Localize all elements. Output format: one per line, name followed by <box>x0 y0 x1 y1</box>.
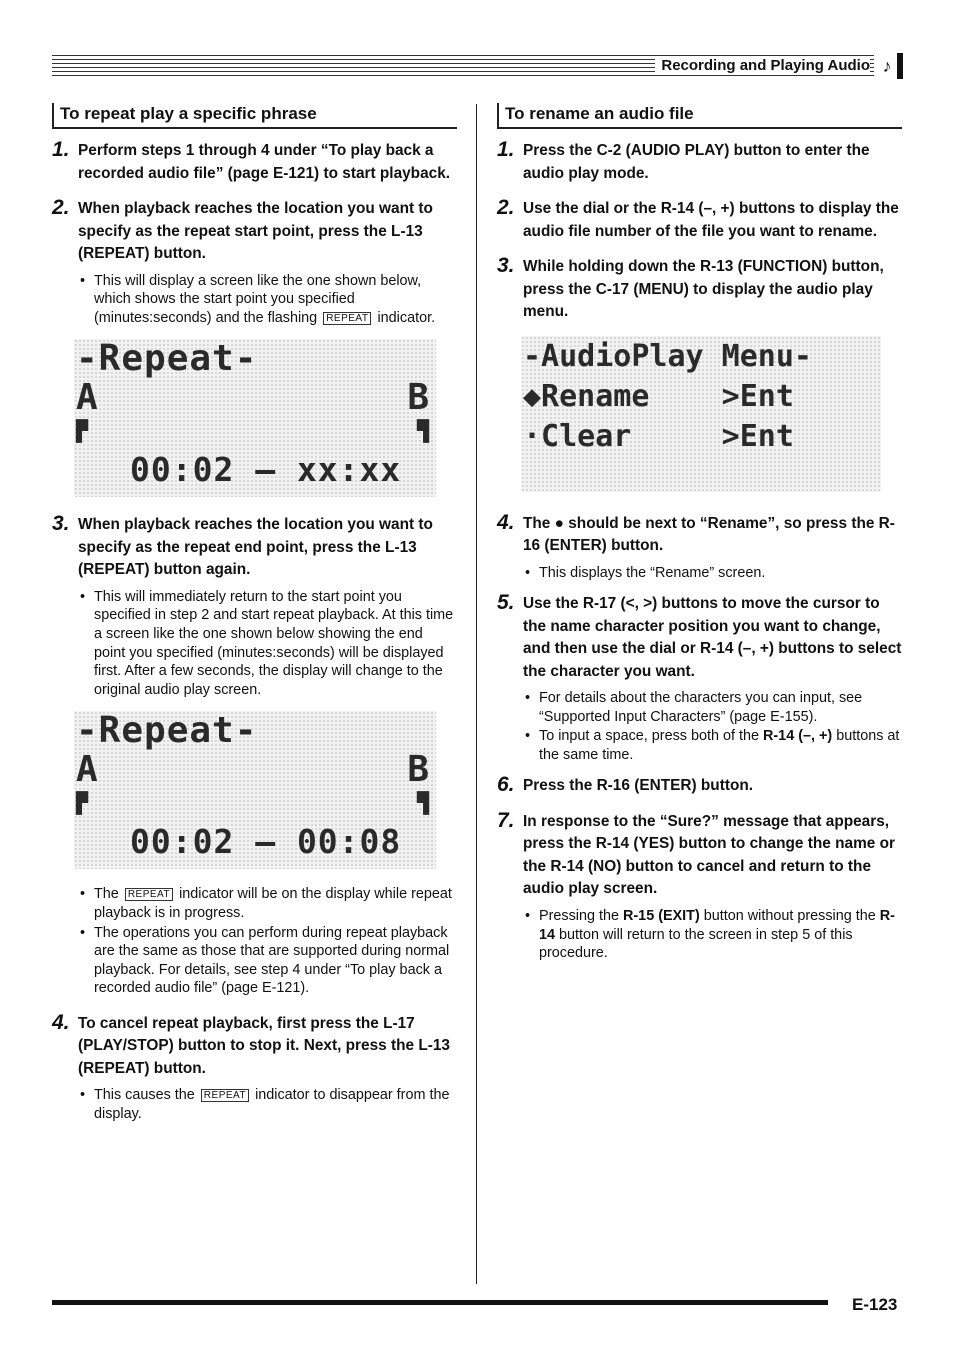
bullet-item: • To input a space, press both of the R-14 (–, +) buttons at the same time. <box>523 727 902 764</box>
column-divider <box>476 104 477 1284</box>
step-number: 6. <box>497 773 515 797</box>
step-text: To cancel repeat playback, first press the L-17 (PLAY/STOP) button to stop it. Next, press the L-13 (REPEAT) button. <box>78 1014 450 1077</box>
left-column <box>52 103 457 1132</box>
bullet-list <box>523 907 902 963</box>
footer-rule <box>52 1300 828 1305</box>
bullet-item: • This will immediately return to the start point you specified in step 2 and start repeat playback. At this time a screen like the one shown below showing the end point you specified (minutes:seconds) will be displayed first. After a few seconds, the display will change to the original audio play screen. <box>78 588 457 700</box>
right-step-3 <box>497 255 902 324</box>
bullet-list <box>523 689 902 764</box>
lcd-time: 00:02 — 00:08 <box>130 822 402 862</box>
bullet-item: • Pressing the R-15 (EXIT) button without pressing the R-14 button will return to the screen in step 5 of this procedure. <box>523 907 902 963</box>
bullet-list <box>78 272 457 328</box>
left-step-3 <box>52 513 457 582</box>
right-step-2 <box>497 197 902 243</box>
lcd-row: ▛ ▜ <box>76 791 430 816</box>
step-number: 1. <box>52 138 70 161</box>
step-number: 3. <box>52 512 70 536</box>
repeat-indicator-icon: REPEAT <box>323 312 371 325</box>
lcd-screen-repeat-start <box>74 339 436 497</box>
music-note-icon: ♪ <box>874 54 900 78</box>
filled-circle-icon: ● <box>554 514 564 532</box>
right-column <box>497 103 902 971</box>
right-step-4 <box>497 512 902 558</box>
right-step-1 <box>497 139 902 185</box>
lcd-row: A B <box>76 377 430 419</box>
step-number: 7. <box>497 808 515 832</box>
lcd-row: ◆Rename >Ent <box>523 378 794 414</box>
step-text: While holding down the R-13 (FUNCTION) button, press the C-17 (MENU) to display the audio play menu. <box>523 258 884 320</box>
bullet-item: • This displays the “Rename” screen. <box>523 564 902 583</box>
step-number: 4. <box>497 510 515 534</box>
step-text: Press the C-2 (AUDIO PLAY) button to enter the audio play mode. <box>523 142 870 182</box>
page-number: E-123 <box>852 1295 898 1314</box>
left-step-1 <box>52 139 457 185</box>
section-heading-repeat-play: To repeat play a specific phrase <box>52 103 457 129</box>
repeat-indicator-icon: REPEAT <box>125 888 173 901</box>
bullet-item: • For details about the characters you can input, see “Supported Input Characters” (page E-155). <box>523 689 902 726</box>
header-bar <box>897 53 903 79</box>
step-text: Use the dial or the R-14 (–, +) buttons to display the audio file number of the file you want to rename. <box>523 200 899 240</box>
step-text: Press the R-16 (ENTER) button. <box>523 777 754 795</box>
step-text: Use the R-17 (<, >) buttons to move the cursor to the name character position you want to change, and then use the dial or R-14 (–, +) buttons to select the character you want. <box>523 595 902 680</box>
bullet-item: • The REPEAT indicator will be on the display while repeat playback is in progress. <box>78 885 457 922</box>
bullet-list <box>78 1086 457 1123</box>
section-heading-rename-file: To rename an audio file <box>497 103 902 129</box>
bullet-item: • This causes the REPEAT indicator to disappear from the display. <box>78 1086 457 1123</box>
lcd-row: -Repeat- <box>76 711 258 752</box>
step-number: 4. <box>52 1010 70 1034</box>
left-step-4 <box>52 1012 457 1081</box>
step-text: When playback reaches the location you want to specify as the repeat end point, press the L-13 (REPEAT) button again. <box>78 516 433 579</box>
repeat-indicator-icon: REPEAT <box>201 1089 249 1102</box>
step-number: 2. <box>52 196 70 219</box>
step-text: Perform steps 1 through 4 under “To play back a recorded audio file” (page E-121) to start playback. <box>78 142 451 182</box>
lcd-row: -Repeat- <box>76 339 258 380</box>
lcd-row: -AudioPlay Menu- <box>523 338 812 374</box>
right-step-5 <box>497 592 902 683</box>
right-step-7 <box>497 810 902 901</box>
bullet-list <box>523 564 902 583</box>
bullet-item: • This will display a screen like the one shown below, which shows the start point you specified (minutes:seconds) and the flashing REPEAT indicator. <box>78 272 457 328</box>
lcd-screen-audio-play-menu <box>521 336 881 492</box>
step-text: In response to the “Sure?” message that appears, press the R-14 (YES) button to change the name or the R-14 (NO) button to cancel and return to the audio play screen. <box>523 812 895 898</box>
left-step-2 <box>52 197 457 266</box>
bullet-item: • The operations you can perform during repeat playback are the same as those that are supported during normal playback. For details, see step 4 under “To play back a recorded audio file” (page E-121). <box>78 924 457 998</box>
bullet-list <box>78 885 457 998</box>
lcd-row: ▛ ▜ <box>76 419 430 444</box>
step-number: 5. <box>497 591 515 615</box>
step-text: When playback reaches the location you want to specify as the repeat start point, press the L-13 (REPEAT) button. <box>78 200 433 262</box>
step-text: The ● should be next to “Rename”, so press the R-16 (ENTER) button. <box>523 514 895 554</box>
step-number: 2. <box>497 196 515 219</box>
lcd-row: ·Clear >Ent <box>523 418 794 454</box>
lcd-row: A B <box>76 749 430 791</box>
bullet-list <box>78 588 457 700</box>
lcd-time: 00:02 — xx:xx <box>130 450 402 490</box>
right-step-6 <box>497 774 902 798</box>
lcd-screen-repeat-end <box>74 711 436 869</box>
step-number: 3. <box>497 254 515 277</box>
step-number: 1. <box>497 138 515 161</box>
running-header-title: Recording and Playing Audio <box>655 57 870 74</box>
